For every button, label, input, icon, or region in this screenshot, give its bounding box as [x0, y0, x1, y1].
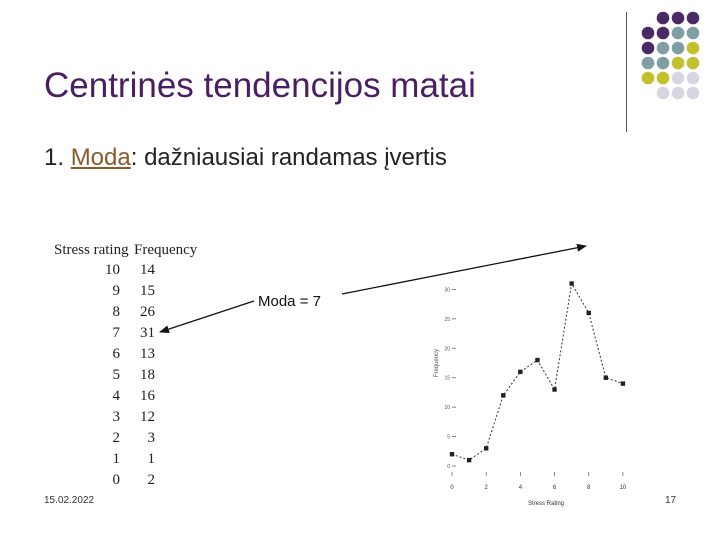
y-axis-label: Frequency — [434, 348, 440, 378]
x-tick-label: 8 — [587, 485, 591, 491]
stress-rating-cell: 0 — [112, 472, 120, 488]
slide-title: Centrinės tendencijos matai — [44, 66, 476, 105]
data-point — [501, 393, 505, 397]
frequency-cell: 31 — [140, 325, 155, 341]
y-tick-label: 25 — [444, 316, 450, 323]
subtitle-rest: : dažniausiai randamas įvertis — [130, 144, 447, 171]
stress-rating-cell: 2 — [112, 430, 120, 446]
frequency-cell: 3 — [147, 430, 155, 446]
header-frequency: Frequency — [134, 242, 198, 258]
frequency-cell: 14 — [140, 262, 155, 278]
data-point — [467, 458, 471, 462]
data-point — [552, 387, 556, 391]
x-tick-label: 0 — [450, 485, 454, 491]
data-point — [569, 281, 573, 285]
data-point — [518, 370, 522, 374]
frequency-cell: 2 — [147, 472, 155, 488]
subtitle-prefix: 1. — [44, 144, 71, 171]
y-tick-label: 30 — [444, 287, 450, 294]
frequency-cell: 12 — [140, 409, 155, 425]
x-tick-label: 2 — [484, 485, 488, 491]
header-stress-rating: Stress rating — [54, 242, 129, 258]
stress-rating-cell: 8 — [112, 304, 120, 320]
data-point — [621, 381, 625, 385]
stress-rating-cell: 3 — [112, 409, 120, 425]
frequency-cell: 18 — [140, 367, 155, 383]
data-point — [587, 311, 591, 315]
frequency-cell: 1 — [147, 451, 155, 467]
y-tick-label: 5 — [447, 434, 450, 441]
data-point — [604, 376, 608, 380]
page-number: 17 — [665, 495, 677, 506]
frequency-cell: 13 — [140, 346, 155, 362]
x-tick-label: 4 — [518, 485, 523, 491]
y-tick-label: 0 — [447, 464, 450, 470]
stress-rating-cell: 6 — [112, 346, 120, 362]
y-tick-label: 15 — [444, 375, 450, 382]
data-point — [484, 446, 488, 450]
data-point — [535, 358, 539, 362]
stress-rating-cell: 7 — [112, 325, 120, 341]
frequency-cell: 16 — [140, 388, 155, 404]
frequency-cell: 26 — [140, 304, 155, 320]
x-axis-label: Stress Rating — [527, 501, 565, 507]
x-tick-label: 10 — [619, 485, 627, 491]
moda-label: Moda = 7 — [258, 293, 321, 310]
y-tick-label: 20 — [444, 346, 450, 353]
subtitle-term: Moda — [70, 144, 131, 171]
stress-rating-cell: 1 — [112, 451, 120, 467]
frequency-cell: 15 — [140, 283, 155, 299]
stress-rating-cell: 10 — [105, 262, 120, 278]
data-point — [450, 452, 454, 456]
stress-rating-cell: 5 — [112, 367, 120, 383]
slide-date: 15.02.2022 — [44, 495, 95, 506]
x-tick-label: 6 — [552, 485, 557, 491]
y-tick-label: 10 — [444, 405, 450, 412]
stress-rating-cell: 4 — [112, 388, 120, 404]
stress-rating-cell: 9 — [112, 283, 120, 299]
series-line — [452, 284, 623, 461]
